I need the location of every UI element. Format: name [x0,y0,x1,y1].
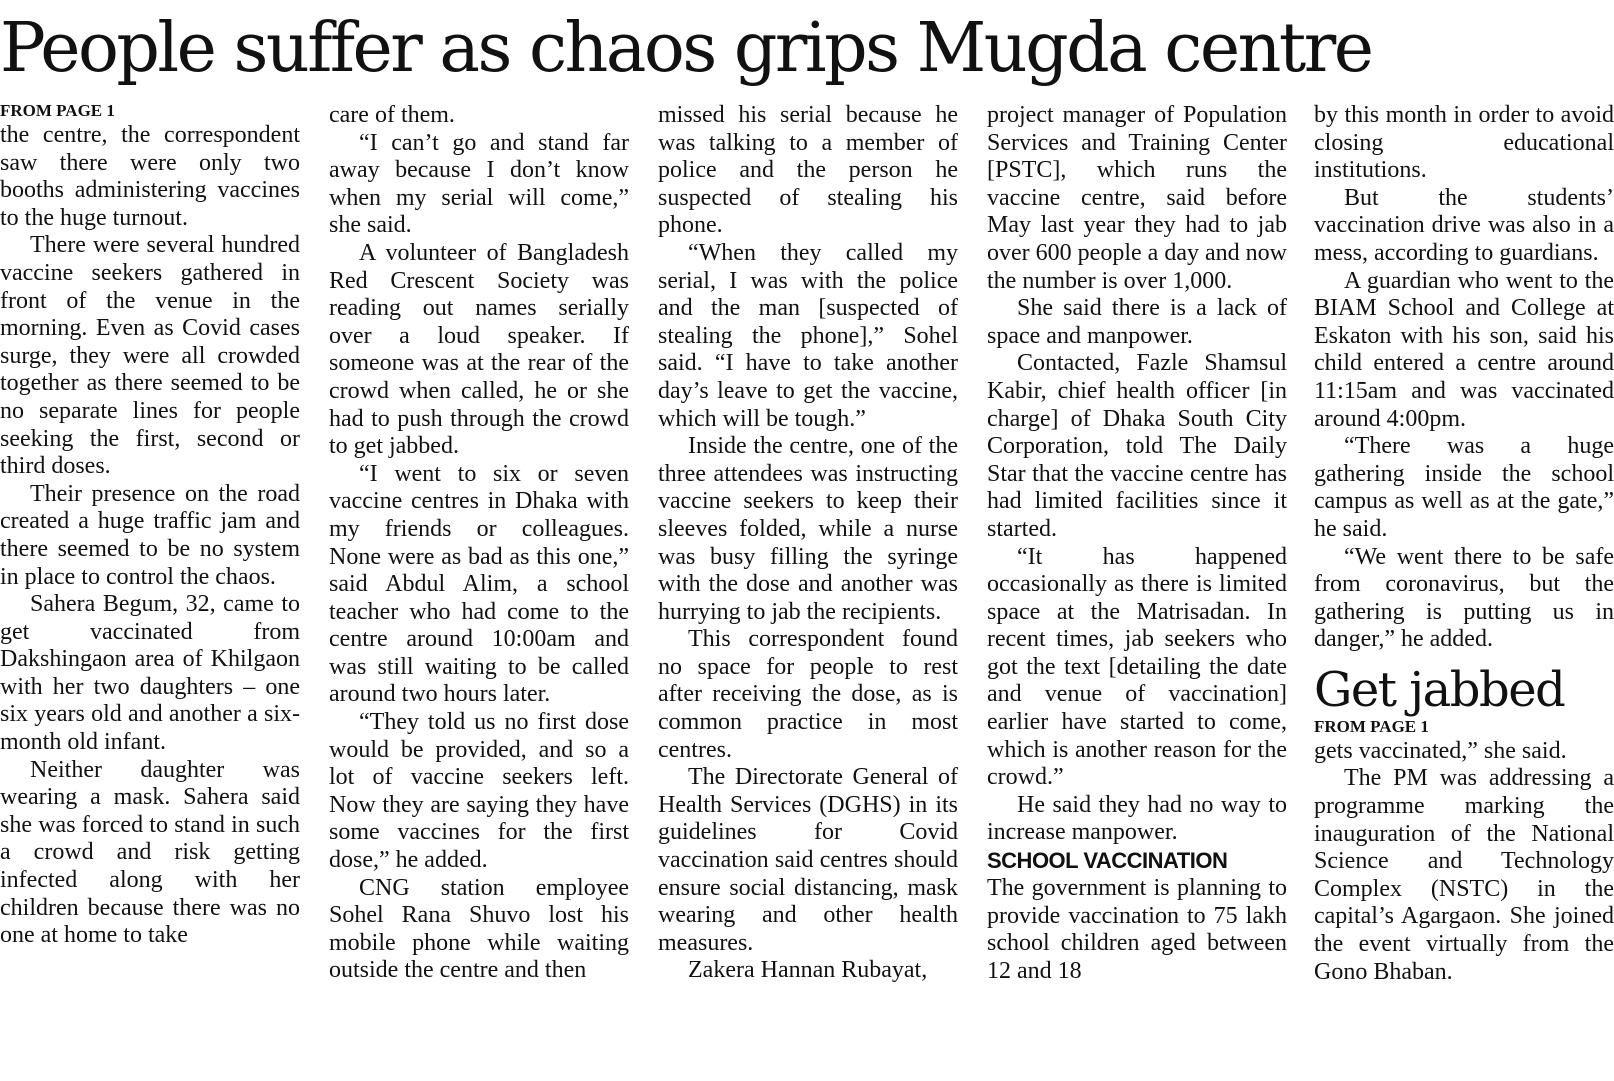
article-column-4 [987,102,1287,1081]
second-story-headline: Get jabbed [1314,661,1565,718]
paragraph: “It has happened occasionally as there is limited space at the Matrisadan. In recent times, jab seekers who got the text [detailing the date and venue of vaccination] earlier have started to come, which is another reason for the crowd.” [987,543,1287,791]
paragraph: This correspondent found no space for people to rest after receiving the dose, as is common practice in most centres. [658,626,958,763]
paragraph: The government is planning to provide vaccination to 75 lakh school children aged between 12 and 18 [987,875,1287,984]
paragraph: The Directorate General of Health Services (DGHS) in its guidelines for Covid vaccination said centres should ensure social distancing, mask wearing and other health measures. [658,764,958,956]
article-column-1 [0,100,300,1079]
paragraph: Neither daughter was wearing a mask. Sahera said she was forced to stand in such a crowd and risk getting infected along with her children because there was no one at home to take [0,756,300,949]
paragraph: But the students’ vaccination drive was also in a mess, according to guardians. [1314,184,1614,266]
paragraph: Their presence on the road created a huge traffic jam and there seemed to be no system in place to control the chaos. [0,480,300,590]
paragraph: A guardian who went to the BIAM School and College at Eskaton with his son, said his child entered a centre around 11:15am and was vaccinated around 4:00pm. [1314,267,1614,432]
paragraph: “There was a huge gathering inside the school campus as well as at the gate,” he said. [1314,433,1614,542]
paragraph: Contacted, Fazle Shamsul Kabir, chief health officer [in charge] of Dhaka South City Corporation, told The Daily Star that the vaccine centre has had limited facilities since it started. [987,350,1287,542]
paragraph: “They told us no first dose would be provided, and so a lot of vaccine seekers left. Now they are saying they have some vaccines for the first dose,” he added. [329,709,629,874]
paragraph: missed his serial because he was talking to a member of police and the person he suspected of stealing his phone. [658,102,958,239]
paragraph: The PM was addressing a programme marking the inauguration of the National Science and Technology Complex (NSTC) in the capital’s Agargaon. She joined the event virtually from the Gono Bhaban. [1314,765,1614,985]
article-column-5 [1314,102,1614,1081]
paragraph: “We went there to be safe from coronavirus, but the gathering is putting us in danger,” he added. [1314,543,1614,653]
paragraph: Sahera Begum, 32, came to get vaccinated from Dakshingaon area of Khilgaon with her two daughters – one six years old and another a six-month old infant. [0,591,300,756]
paragraph: A volunteer of Bangladesh Red Crescent Society was reading out names serially over a loud speaker. If someone was at the rear of the crowd when called, he or she had to push through the crowd to get jabbed. [329,239,629,460]
article-column-2 [329,102,629,1081]
article-columns [0,100,1614,1079]
paragraph: Inside the centre, one of the three attendees was instructing vaccine seekers to keep their sleeves folded, while a nurse was busy filling the syringe with the dose and another was hurrying to jab the recipients. [658,433,958,625]
paragraph: by this month in order to avoid closing educational institutions. [1314,102,1614,184]
paragraph: There were several hundred vaccine seekers gathered in front of the venue in the morning. Even as Covid cases surge, they were all crowded together as there seemed to be no separate lines for people seeking the first, second or third doses. [0,232,300,480]
paragraph: He said they had no way to increase manpower. [987,791,1287,846]
page-headline: People suffer as chaos grips Mugda centre [0,9,1372,88]
paragraph: She said there is a lack of space and manpower. [987,295,1287,349]
paragraph: Zakera Hannan Rubayat, [688,957,928,984]
continuation-kicker: FROM PAGE 1 [0,101,115,120]
paragraph: “I can’t go and stand far away because I don’t know when my serial will come,” she said. [329,129,629,239]
paragraph: the centre, the correspondent saw there were only two booths administering vaccines to the huge turnout. [0,122,300,231]
paragraph: gets vaccinated,” she said. [1314,737,1567,764]
second-story-kicker: FROM PAGE 1 [1314,716,1429,736]
paragraph: project manager of Population Services and Training Center [PSTC], which runs the vaccine centre, said before May last year they had to jab over 600 people a day and now the number is over 1,000. [987,102,1287,294]
paragraph: “I went to six or seven vaccine centres in Dhaka with my friends or colleagues. None were as bad as this one,” said Abdul Alim, a school teacher who had come to the centre around 10:00am and was still waiting to be called around two hours later. [329,460,629,708]
paragraph: care of them. [329,102,455,128]
section-subhead: SCHOOL VACCINATION [987,848,1228,874]
paragraph: CNG station employee Sohel Rana Shuvo lost his mobile phone while waiting outside the centre and then [329,874,629,984]
article-column-3 [658,102,958,1081]
paragraph: “When they called my serial, I was with the police and the man [suspected of stealing the phone],” Sohel said. “I have to take another day’s leave to get the vaccine, which will be tough.” [658,239,958,432]
